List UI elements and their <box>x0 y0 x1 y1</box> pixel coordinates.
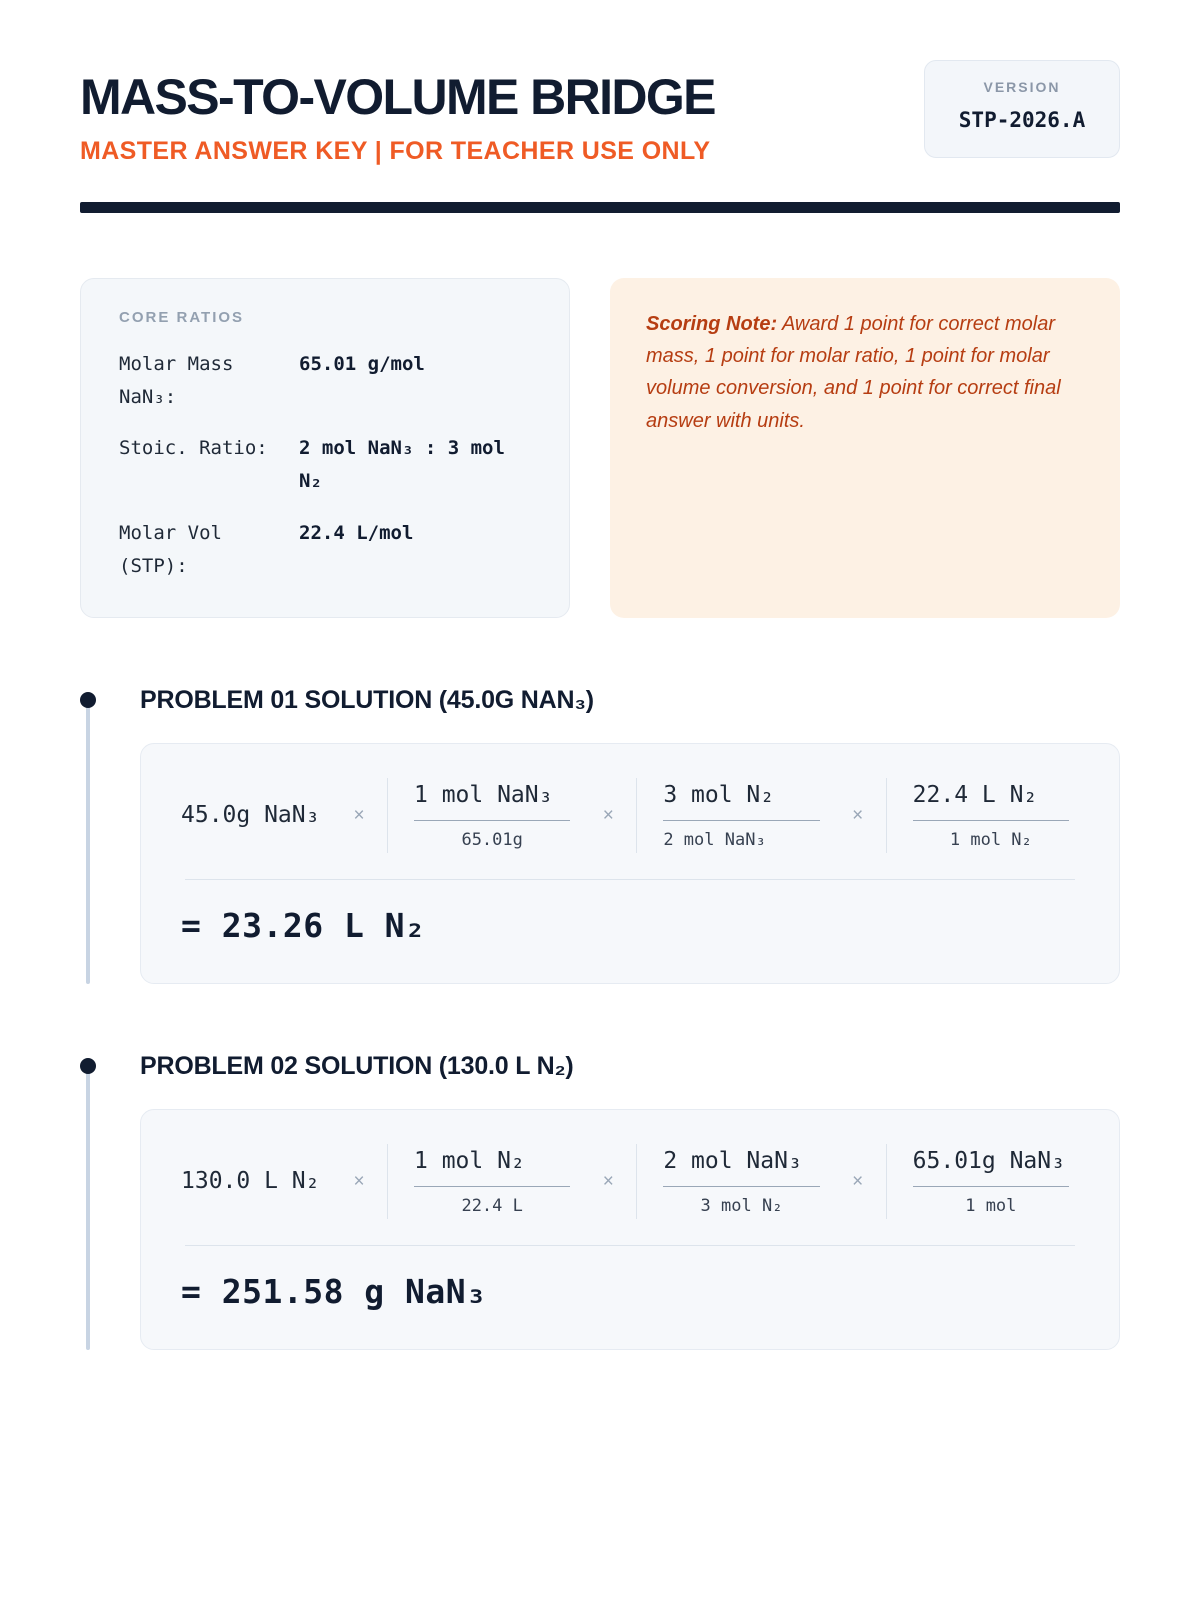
problem-work-card <box>140 743 1120 984</box>
header-divider <box>80 202 1120 213</box>
given-quantity: 130.0 L N₂ <box>181 1168 320 1195</box>
ratio-label: Molar Mass NaN₃: <box>119 352 234 408</box>
conversion-factor <box>387 778 580 853</box>
ratio-row <box>119 432 531 499</box>
conversion-factor <box>636 1144 829 1219</box>
factor-denominator: 65.01g <box>461 829 523 850</box>
problem-section <box>80 1052 1120 1350</box>
version-badge <box>924 60 1120 158</box>
multiply-icon: × <box>852 804 864 826</box>
dimensional-analysis-chain <box>181 778 1079 853</box>
problem-work-card <box>140 1109 1120 1350</box>
scoring-note-card <box>610 278 1120 619</box>
ratio-value: 22.4 L/mol <box>299 521 414 544</box>
document-header <box>80 60 1120 168</box>
scoring-note-body: Award 1 point for correct molar mass, 1 point for molar ratio, 1 point for molar volume conversion, and 1 point for correct final answer with units. <box>646 312 1061 432</box>
ratio-value: 2 mol NaN₃ : 3 mol N₂ <box>299 437 505 493</box>
result-divider <box>185 1245 1075 1246</box>
ratio-value: 65.01 g/mol <box>299 352 425 375</box>
scoring-note-label: Scoring Note: <box>646 312 778 335</box>
conversion-factor <box>886 778 1079 853</box>
factor-denominator: 2 mol NaN₃ <box>663 829 766 850</box>
multiply-icon: × <box>602 804 614 826</box>
header-text-block <box>80 60 900 168</box>
factor-denominator: 1 mol N₂ <box>949 829 1032 850</box>
multiply-icon: × <box>353 804 365 826</box>
factor-numerator: 2 mol NaN₃ <box>663 1148 802 1175</box>
factor-denominator: 3 mol N₂ <box>700 1195 783 1216</box>
problem-title: PROBLEM 02 SOLUTION (130.0 L N₂) <box>140 1052 574 1081</box>
result-divider <box>185 879 1075 880</box>
conversion-factor <box>636 778 829 853</box>
core-ratios-title: CORE RATIOS <box>119 308 245 326</box>
factor-denominator: 1 mol <box>965 1195 1017 1216</box>
factor-denominator: 22.4 L <box>461 1195 523 1216</box>
scoring-note-text <box>646 308 1084 438</box>
page-title: MASS-TO-VOLUME BRIDGE <box>80 69 715 125</box>
conversion-factor <box>387 1144 580 1219</box>
core-ratios-card <box>80 278 570 619</box>
factor-numerator: 1 mol NaN₃ <box>414 782 553 808</box>
ratio-label: Molar Vol (STP): <box>119 521 222 577</box>
ratio-row <box>119 348 531 415</box>
factor-numerator: 3 mol N₂ <box>663 782 775 808</box>
dimensional-analysis-chain <box>181 1144 1079 1219</box>
bullet-marker-icon <box>80 692 96 708</box>
factor-numerator: 22.4 L N₂ <box>912 782 1038 808</box>
final-answer: = 23.26 L N₂ <box>181 906 426 946</box>
reference-row <box>80 278 1120 619</box>
multiply-icon: × <box>353 1170 365 1192</box>
problem-title: PROBLEM 01 SOLUTION (45.0G NAN₃) <box>140 686 594 714</box>
ratio-label: Stoic. Ratio: <box>119 437 268 459</box>
factor-numerator: 1 mol N₂ <box>414 1148 525 1175</box>
problem-section <box>80 686 1120 984</box>
final-answer: = 251.58 g NaN₃ <box>181 1272 487 1312</box>
version-label: VERSION <box>983 79 1061 95</box>
given-quantity: 45.0g NaN₃ <box>181 802 320 829</box>
ratio-row <box>119 517 531 584</box>
multiply-icon: × <box>602 1170 614 1192</box>
factor-numerator: 65.01g NaN₃ <box>912 1148 1065 1175</box>
bullet-marker-icon <box>80 1058 96 1074</box>
conversion-factor <box>886 1144 1079 1219</box>
page-subtitle: MASTER ANSWER KEY | FOR TEACHER USE ONLY <box>80 137 711 165</box>
version-value: STP-2026.A <box>958 108 1086 132</box>
multiply-icon: × <box>852 1170 864 1192</box>
